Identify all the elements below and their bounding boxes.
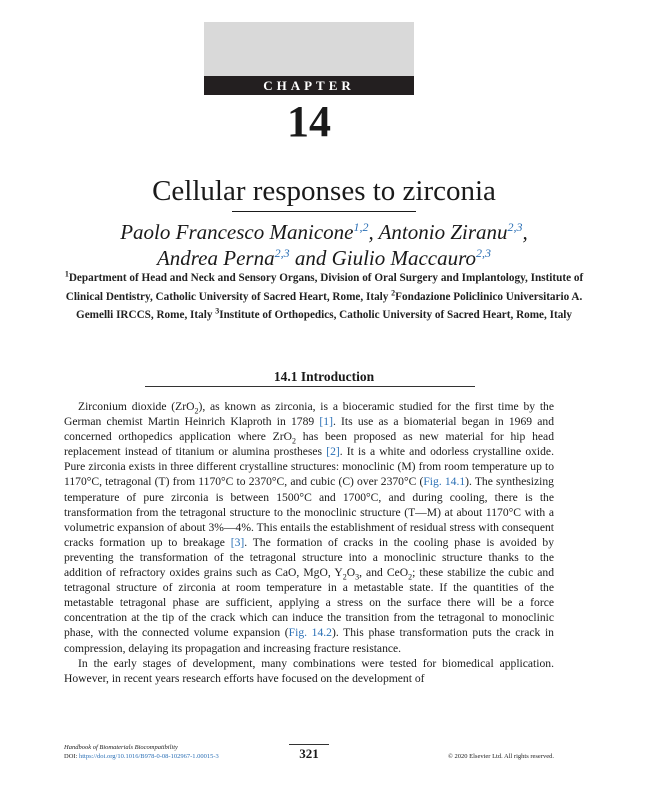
author-name: Andrea Perna xyxy=(156,246,275,270)
affiliations xyxy=(50,269,598,325)
footer-divider xyxy=(289,744,329,745)
author-affiliation-mark[interactable]: 2,3 xyxy=(507,220,523,234)
citation-link[interactable]: [3] xyxy=(230,535,245,549)
footer-citation xyxy=(64,743,219,761)
section-divider xyxy=(145,386,475,387)
citation-link[interactable]: [2] xyxy=(326,445,340,459)
doi-link[interactable]: https://doi.org/10.1016/B978-0-08-102967-1.00015-3 xyxy=(78,753,219,760)
figure-link[interactable]: Fig. 14.2 xyxy=(288,626,332,640)
affiliation-number: 2 xyxy=(391,287,396,297)
author-separator: , xyxy=(368,220,379,244)
author-affiliation-mark[interactable]: 1,2 xyxy=(353,220,369,234)
author-affiliation-mark[interactable]: 2,3 xyxy=(274,246,290,260)
book-title: Handbook of Biomaterials Biocompatibility xyxy=(64,744,178,751)
author-name: Antonio Ziranu xyxy=(378,220,508,244)
affiliation-text: Department of Head and Neck and Sensory Organs, Division of Oral Surgery and Implantology, Institute of Clinical Dentistry, Catholic University of Sacred Heart, Rome, Italy xyxy=(65,272,584,303)
title-divider xyxy=(232,211,416,212)
copyright: © 2020 Elsevier Ltd. All rights reserved. xyxy=(447,753,554,760)
author-list xyxy=(40,219,608,271)
citation-link[interactable]: [1] xyxy=(319,415,333,429)
doi-label: DOI: xyxy=(64,753,79,760)
page-number: 321 xyxy=(299,746,319,761)
affiliation-text: Institute of Orthopedics, Catholic University of Sacred Heart, Rome, Italy xyxy=(219,309,572,321)
chapter-number: 14 xyxy=(287,97,331,146)
author-name: Paolo Francesco Manicone xyxy=(120,220,354,244)
body-text xyxy=(64,399,554,686)
chapter-title: Cellular responses to zirconia xyxy=(152,175,496,207)
author-separator: , xyxy=(522,220,528,244)
affiliation-text: Fondazione Policlinico Universitario A. Gemelli IRCCS, Rome, Italy xyxy=(76,290,583,321)
affiliation-number: 3 xyxy=(215,306,220,316)
chapter-label: CHAPTER xyxy=(204,76,414,95)
paragraph: Zirconium dioxide (ZrO$_2$), as known as zirconia, is a bioceramic studied for the first time by the German chemist Martin Heinrich Klaproth in 1789 [1]. Its use as a biomaterial began in 1969 and concerned orthopedics application where ZrO$_2$ has been proposed as new material for hip head replacement instead of titanium or alumina prostheses [2]. It is a white and odorless crystalline oxide. Pure zirconia exists in three different crystalline structures: monoclinic (M) from room temperature up to 1170°C, tetragonal (T) from 1170°C to 2370°C, and cubic (C) over 2370°C (Fig. 14.1). The synthesizing temperature of pure zirconia is between 1500°C and 1700°C, and during cooling, there is the transformation from the tetragonal structure to the monoclinic structure (T—M) at about 1170°C with a volumetric expansion of about 3%—4%. This entails the establishment of residual stress with consequent cracks formation up to breakage [3]. The formation of cracks in the cooling phase is avoided by preventing the transformation of the tetragonal structure into a monoclinic structure thanks to the addition of refractory oxides grains such as CaO, MgO, $Y_2O_3$, and CeO$_2$; these stabilize the cubic and tetragonal structure of zirconia at room temperature in a metastable state. If the quantities of the metastable tetragonal phase are sufficient, applying a stress on the surface there will be a force concentration at the tip of the crack which can induce the transition from the tetragonal to monoclinic phase, with the connected volume expansion (Fig. 14.2). This phase transformation puts the crack in compression, delaying its propagation and increasing fracture resistance. xyxy=(64,400,554,655)
section-heading: 14.1 Introduction xyxy=(273,369,375,384)
author-conjunction: and xyxy=(289,246,332,270)
author-affiliation-mark[interactable]: 2,3 xyxy=(476,246,492,260)
figure-link[interactable]: Fig. 14.1 xyxy=(423,475,466,489)
paragraph: In the early stages of development, many combinations were tested for biomedical application. However, in recent years research efforts have focused on the development of xyxy=(64,656,554,685)
author-name: Giulio Maccauro xyxy=(331,246,477,270)
affiliation-number: 1 xyxy=(64,269,69,279)
